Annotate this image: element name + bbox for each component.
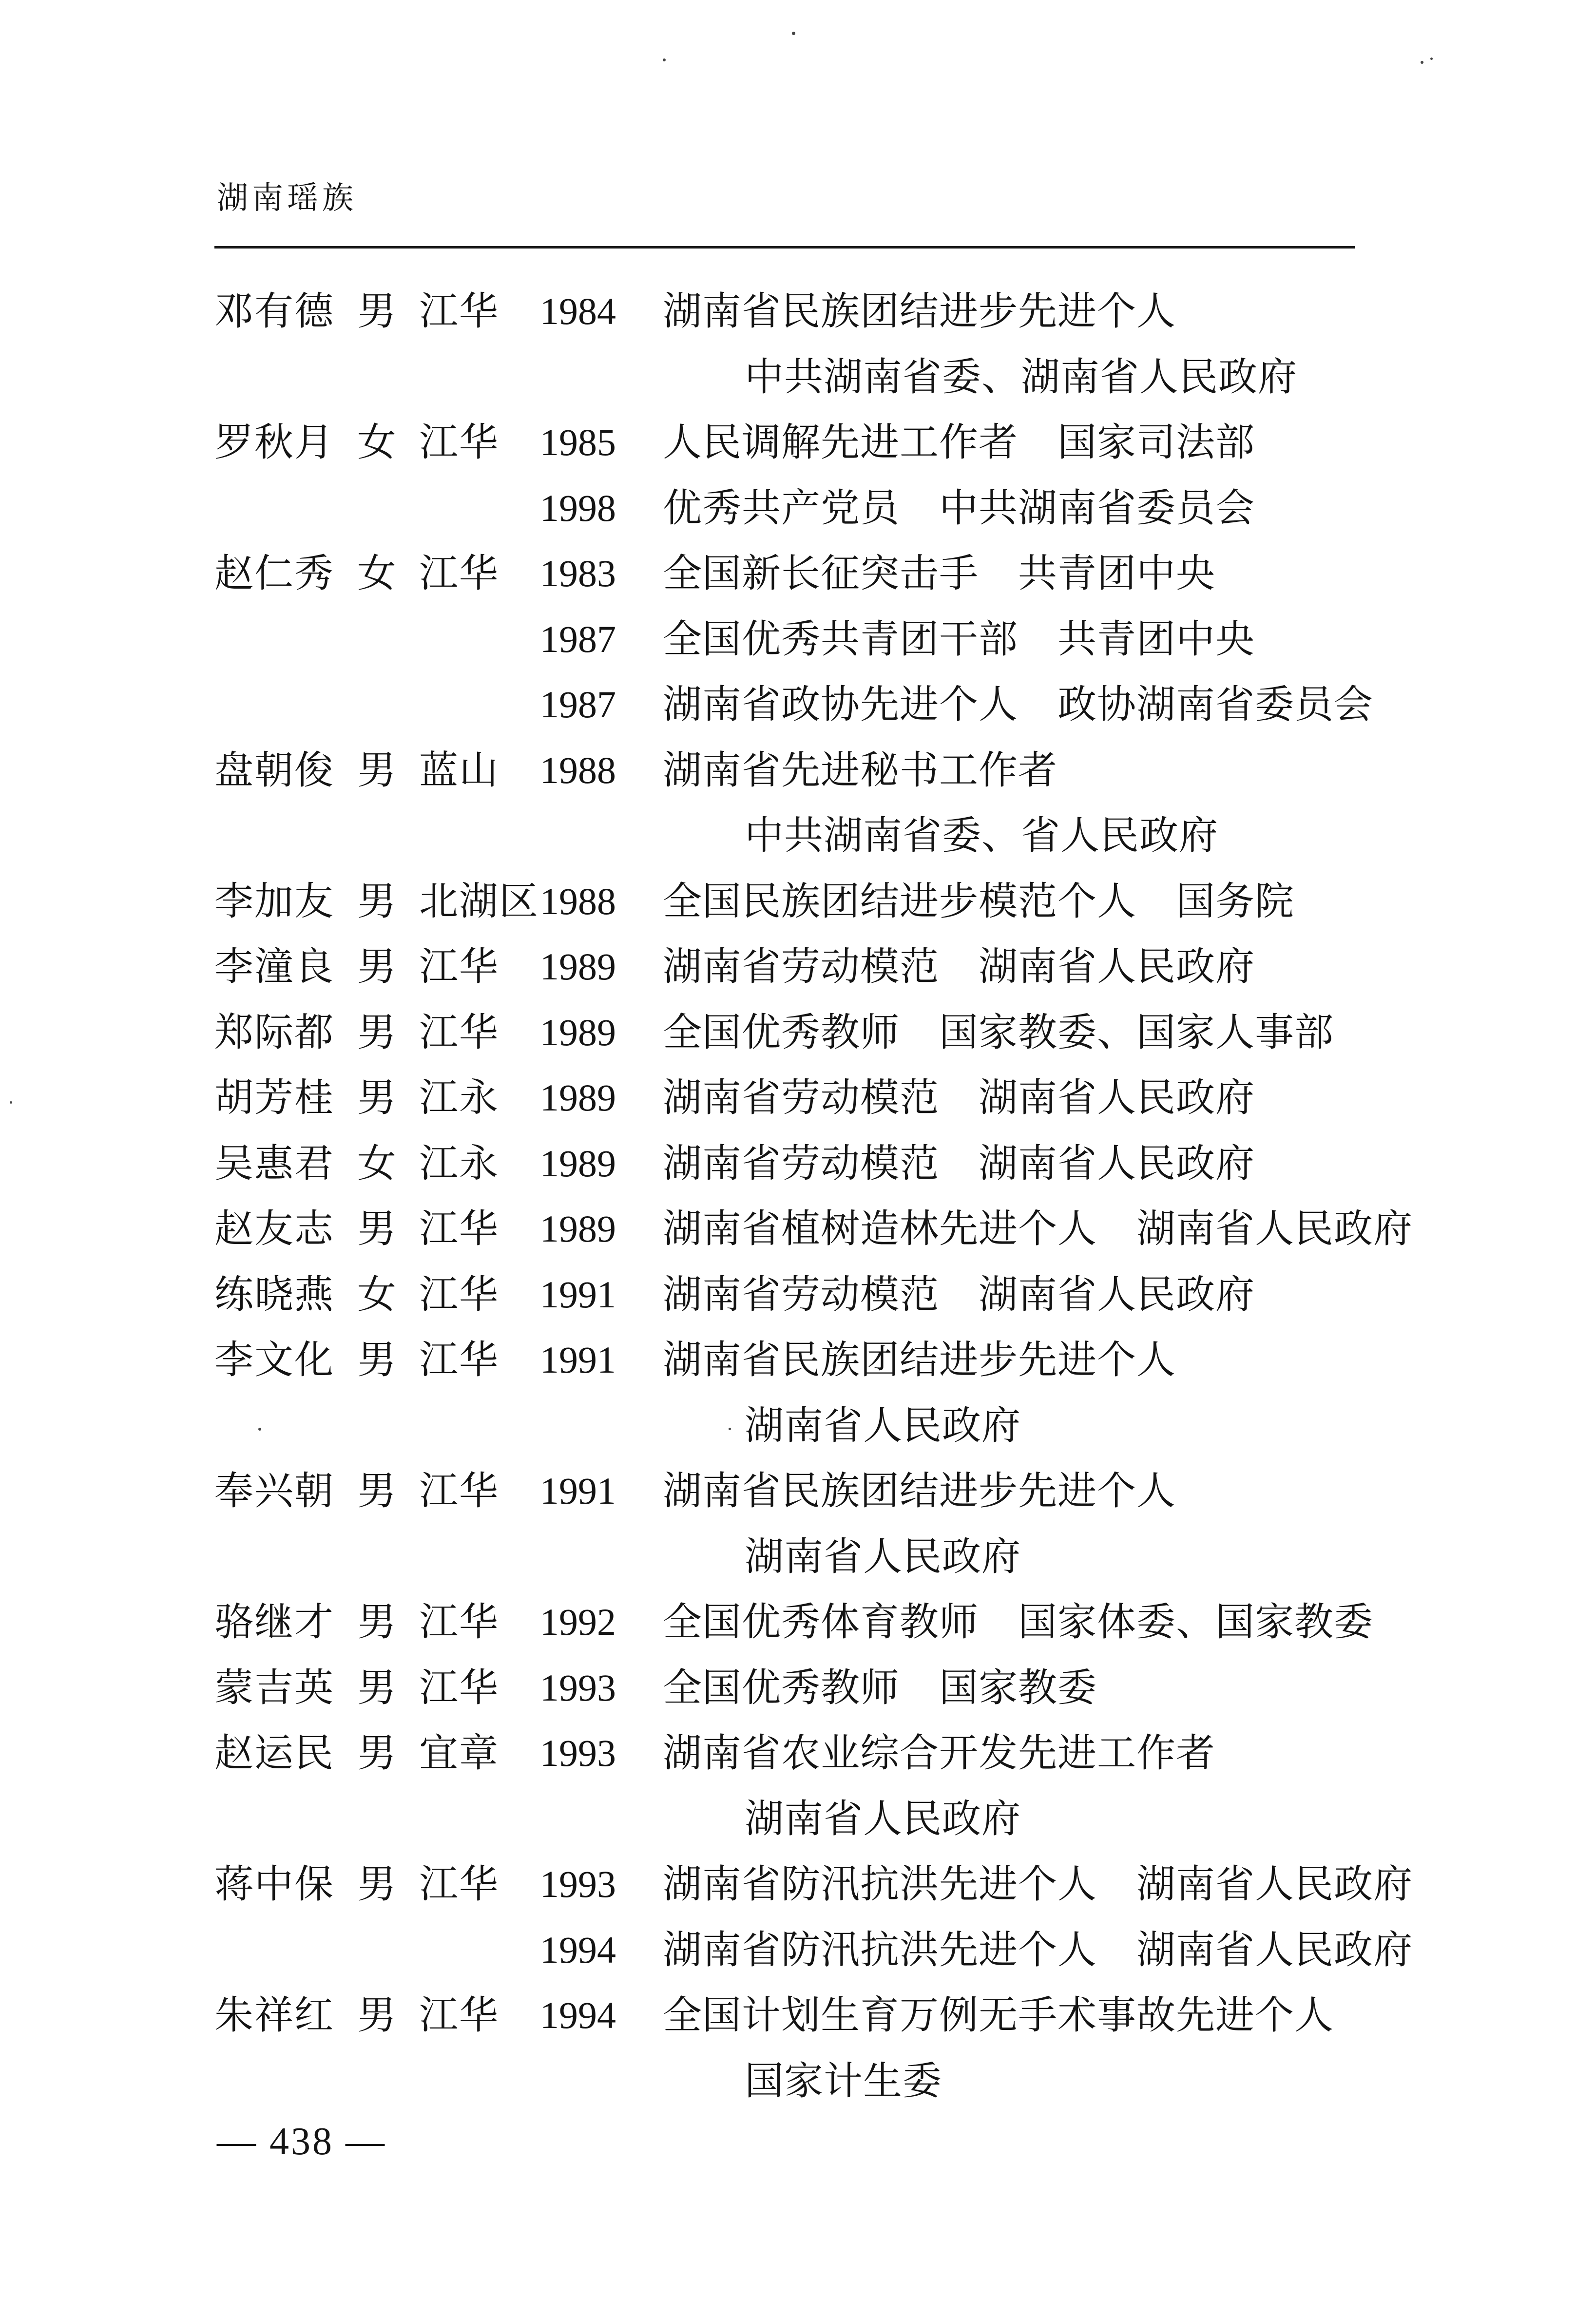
honor-cell: 全国新长征突击手 共青团中央 xyxy=(663,551,1215,596)
name-cell: 骆继才 xyxy=(214,1599,334,1645)
place-cell: 江华 xyxy=(419,1271,499,1317)
header-rule xyxy=(214,246,1355,249)
honor-cell: 全国计划生育万例无手术事故先进个人 xyxy=(663,1992,1334,2038)
scan-speck xyxy=(663,58,666,61)
honor-list xyxy=(0,279,1596,2114)
name-cell: 赵仁秀 xyxy=(214,551,334,596)
name-cell: 盘朝俊 xyxy=(214,747,334,793)
year-cell: 1992 xyxy=(540,1601,616,1643)
name-cell: 李潼良 xyxy=(214,944,334,989)
year-cell: 1998 xyxy=(540,486,616,529)
place-cell: 江华 xyxy=(419,1009,499,1055)
honor-cell: 优秀共产党员 中共湖南省委员会 xyxy=(663,485,1255,531)
name-cell: 蒋中保 xyxy=(214,1861,334,1907)
list-row xyxy=(0,1589,1596,1655)
place-cell: 江华 xyxy=(419,1599,499,1645)
year-cell: 1993 xyxy=(540,1666,616,1709)
gender-cell: 女 xyxy=(357,420,396,465)
name-cell: 罗秋月 xyxy=(214,420,334,465)
year-cell: 1993 xyxy=(540,1732,616,1774)
year-cell: 1991 xyxy=(540,1339,616,1381)
year-cell: 1993 xyxy=(540,1863,616,1905)
honor-cell: 湖南省劳动模范 湖南省人民政府 xyxy=(663,1075,1255,1120)
year-cell: 1994 xyxy=(540,1994,616,2036)
year-cell: 1987 xyxy=(540,617,616,660)
org-cell: 湖南省人民政府 xyxy=(745,1402,1021,1448)
list-row xyxy=(0,607,1596,672)
year-cell: 1988 xyxy=(540,880,616,922)
gender-cell: 男 xyxy=(357,1599,396,1645)
honor-cell: 湖南省防汛抗洪先进个人 湖南省人民政府 xyxy=(663,1861,1413,1907)
list-row xyxy=(0,1458,1596,1524)
place-cell: 江华 xyxy=(419,551,499,596)
gender-cell: 男 xyxy=(357,1730,396,1776)
year-cell: 1988 xyxy=(540,748,616,791)
list-row xyxy=(0,279,1596,345)
list-row xyxy=(0,2048,1596,2114)
year-cell: 1989 xyxy=(540,1011,616,1053)
scan-speck xyxy=(1421,61,1423,64)
name-cell: 吴惠君 xyxy=(214,1140,334,1186)
honor-cell: 湖南省植树造林先进个人 湖南省人民政府 xyxy=(663,1206,1413,1251)
place-cell: 蓝山 xyxy=(419,747,499,793)
gender-cell: 男 xyxy=(357,1009,396,1055)
list-row xyxy=(0,738,1596,804)
gender-cell: 男 xyxy=(357,1992,396,2038)
gender-cell: 女 xyxy=(357,1271,396,1317)
name-cell: 胡芳桂 xyxy=(214,1075,334,1120)
name-cell: 练晓燕 xyxy=(214,1271,334,1317)
list-row xyxy=(0,1196,1596,1262)
list-row xyxy=(0,1786,1596,1852)
honor-cell: 湖南省劳动模范 湖南省人民政府 xyxy=(663,1140,1255,1186)
list-row xyxy=(0,1721,1596,1786)
honor-cell: 湖南省民族团结进步先进个人 xyxy=(663,1468,1176,1513)
list-row xyxy=(0,476,1596,541)
gender-cell: 男 xyxy=(357,1075,396,1120)
list-row xyxy=(0,1131,1596,1197)
place-cell: 江华 xyxy=(419,288,499,334)
name-cell: 赵运民 xyxy=(214,1730,334,1776)
honor-cell: 湖南省政协先进个人 政协湖南省委员会 xyxy=(663,682,1373,727)
org-cell: 湖南省人民政府 xyxy=(745,1533,1021,1579)
place-cell: 北湖区 xyxy=(419,878,539,924)
list-row xyxy=(0,1000,1596,1066)
year-cell: 1985 xyxy=(540,421,616,463)
honor-cell: 全国优秀教师 国家教委 xyxy=(663,1665,1097,1710)
name-cell: 李文化 xyxy=(214,1337,334,1382)
honor-cell: 全国优秀共青团干部 共青团中央 xyxy=(663,616,1255,662)
scan-speck xyxy=(258,1428,261,1431)
name-cell: 朱祥红 xyxy=(214,1992,334,2038)
gender-cell: 男 xyxy=(357,1337,396,1382)
running-header-title: 湖南瑶族 xyxy=(217,180,357,216)
place-cell: 江华 xyxy=(419,944,499,989)
year-cell: 1989 xyxy=(540,945,616,988)
list-row xyxy=(0,345,1596,410)
honor-cell: 全国优秀教师 国家教委、国家人事部 xyxy=(663,1009,1334,1055)
name-cell: 赵友志 xyxy=(214,1206,334,1251)
gender-cell: 男 xyxy=(357,1861,396,1907)
page-number: — 438 — xyxy=(217,2120,386,2163)
scan-speck xyxy=(729,1428,731,1430)
year-cell: 1989 xyxy=(540,1142,616,1185)
gender-cell: 男 xyxy=(357,747,396,793)
gender-cell: 男 xyxy=(357,1206,396,1251)
gender-cell: 女 xyxy=(357,1140,396,1186)
place-cell: 江华 xyxy=(419,1337,499,1382)
honor-cell: 湖南省民族团结进步先进个人 xyxy=(663,288,1176,334)
place-cell: 江华 xyxy=(419,1468,499,1513)
list-row xyxy=(0,1524,1596,1590)
list-row xyxy=(0,1327,1596,1393)
honor-cell: 湖南省劳动模范 湖南省人民政府 xyxy=(663,1271,1255,1317)
year-cell: 1991 xyxy=(540,1470,616,1512)
place-cell: 江永 xyxy=(419,1140,499,1186)
place-cell: 江华 xyxy=(419,1992,499,2038)
scan-speck xyxy=(1430,57,1433,60)
honor-cell: 湖南省先进秘书工作者 xyxy=(663,747,1058,793)
list-row xyxy=(0,869,1596,935)
name-cell: 奉兴朝 xyxy=(214,1468,334,1513)
place-cell: 江华 xyxy=(419,420,499,465)
place-cell: 江华 xyxy=(419,1206,499,1251)
gender-cell: 女 xyxy=(357,551,396,596)
list-row xyxy=(0,1852,1596,1917)
list-row xyxy=(0,1655,1596,1721)
place-cell: 宜章 xyxy=(419,1730,499,1776)
org-cell: 国家计生委 xyxy=(745,2058,942,2104)
org-cell: 中共湖南省委、省人民政府 xyxy=(745,813,1218,858)
list-row xyxy=(0,1393,1596,1459)
year-cell: 1994 xyxy=(540,1928,616,1971)
name-cell: 邓有德 xyxy=(214,288,334,334)
year-cell: 1987 xyxy=(540,683,616,726)
scan-speck xyxy=(792,32,795,35)
honor-cell: 人民调解先进工作者 国家司法部 xyxy=(663,420,1255,465)
honor-cell: 湖南省防汛抗洪先进个人 湖南省人民政府 xyxy=(663,1927,1413,1972)
name-cell: 郑际都 xyxy=(214,1009,334,1055)
list-row xyxy=(0,1065,1596,1131)
place-cell: 江华 xyxy=(419,1665,499,1710)
gender-cell: 男 xyxy=(357,944,396,989)
gender-cell: 男 xyxy=(357,1665,396,1710)
year-cell: 1983 xyxy=(540,552,616,594)
list-row xyxy=(0,803,1596,869)
name-cell: 李加友 xyxy=(214,878,334,924)
list-row xyxy=(0,410,1596,476)
list-row xyxy=(0,1262,1596,1328)
gender-cell: 男 xyxy=(357,878,396,924)
place-cell: 江永 xyxy=(419,1075,499,1120)
honor-cell: 湖南省民族团结进步先进个人 xyxy=(663,1337,1176,1382)
gender-cell: 男 xyxy=(357,1468,396,1513)
scan-speck xyxy=(10,1101,12,1104)
year-cell: 1984 xyxy=(540,290,616,332)
org-cell: 湖南省人民政府 xyxy=(745,1796,1021,1841)
place-cell: 江华 xyxy=(419,1861,499,1907)
year-cell: 1989 xyxy=(540,1076,616,1119)
name-cell: 蒙吉英 xyxy=(214,1665,334,1710)
list-row xyxy=(0,1917,1596,1983)
org-cell: 中共湖南省委、湖南省人民政府 xyxy=(745,354,1297,400)
list-row xyxy=(0,934,1596,1000)
honor-cell: 全国民族团结进步模范个人 国务院 xyxy=(663,878,1294,924)
gender-cell: 男 xyxy=(357,288,396,334)
list-row xyxy=(0,672,1596,738)
honor-cell: 湖南省农业综合开发先进工作者 xyxy=(663,1730,1215,1776)
year-cell: 1991 xyxy=(540,1273,616,1316)
honor-cell: 湖南省劳动模范 湖南省人民政府 xyxy=(663,944,1255,989)
year-cell: 1989 xyxy=(540,1207,616,1250)
list-row xyxy=(0,541,1596,607)
list-row xyxy=(0,1983,1596,2048)
honor-cell: 全国优秀体育教师 国家体委、国家教委 xyxy=(663,1599,1373,1645)
